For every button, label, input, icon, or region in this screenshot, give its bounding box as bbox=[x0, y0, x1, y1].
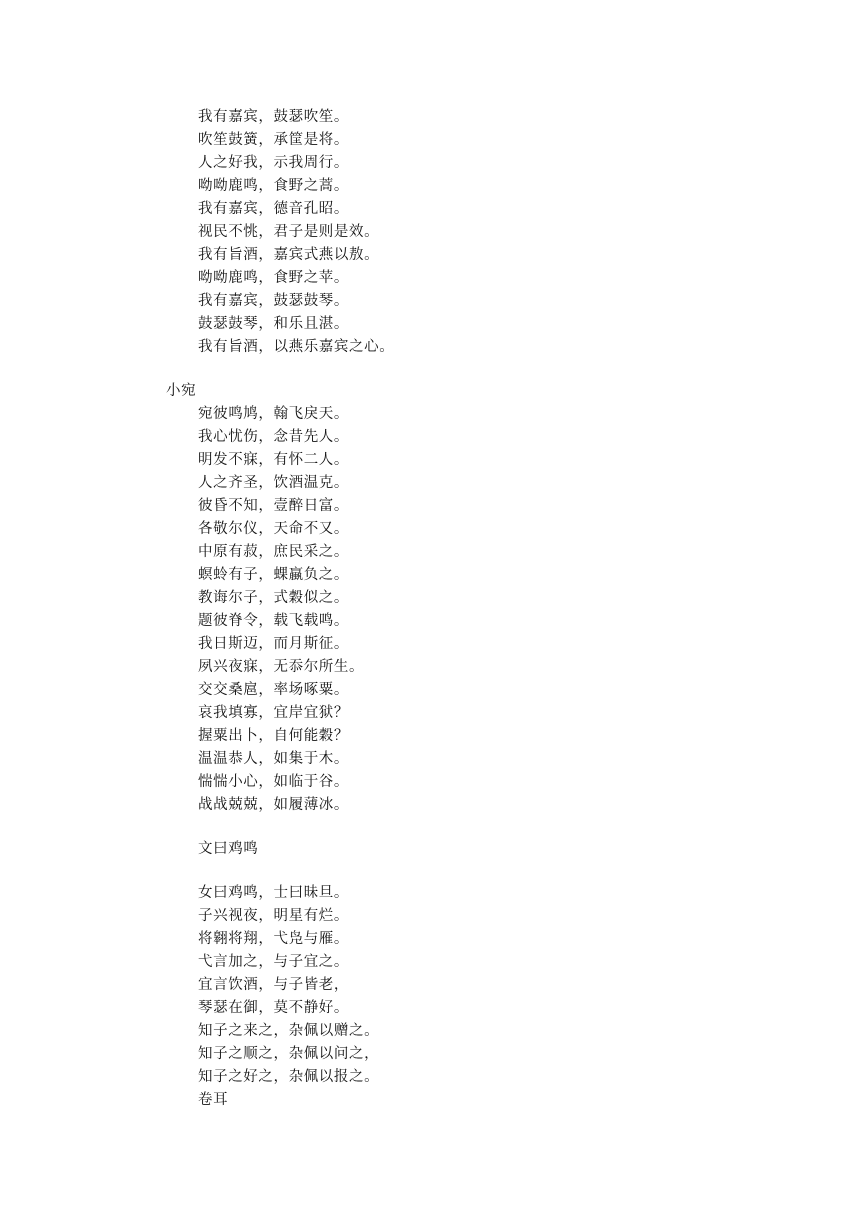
poem-title: 小宛 bbox=[166, 383, 197, 399]
poem-line: 我有旨酒，嘉宾式燕以敖。 bbox=[198, 247, 380, 263]
poem-line: 人之好我，示我周行。 bbox=[198, 155, 349, 171]
poem-line: 弋言加之，与子宜之。 bbox=[198, 954, 349, 970]
poem-line: 人之齐圣，饮酒温克。 bbox=[198, 475, 349, 491]
poem-line: 中原有菽，庶民采之。 bbox=[198, 544, 349, 560]
poem-line: 螟蛉有子，蜾蠃负之。 bbox=[198, 567, 349, 583]
poem-line: 温温恭人，如集于木。 bbox=[198, 751, 349, 767]
poem-line: 呦呦鹿鸣，食野之苹。 bbox=[198, 270, 349, 286]
poem-line: 我日斯迈，而月斯征。 bbox=[198, 636, 349, 652]
poem-line: 将翱将翔，弋凫与雁。 bbox=[198, 931, 349, 947]
poem-line: 彼昏不知，壹醉日富。 bbox=[198, 498, 349, 514]
poem-line: 交交桑扈，率场啄粟。 bbox=[198, 682, 349, 698]
poem-line: 惴惴小心，如临于谷。 bbox=[198, 774, 349, 790]
poem-line: 握粟出卜，自何能穀？ bbox=[198, 728, 349, 744]
poem-line: 哀我填寡，宜岸宜狱？ bbox=[198, 705, 349, 721]
poem-line: 各敬尔仪，天命不又。 bbox=[198, 521, 349, 537]
poem-line: 教诲尔子，式穀似之。 bbox=[198, 590, 349, 606]
poem-line: 吹笙鼓簧，承筐是将。 bbox=[198, 132, 349, 148]
poem-line: 知子之顺之，杂佩以问之， bbox=[198, 1046, 380, 1062]
poem-line: 子兴视夜，明星有烂。 bbox=[198, 908, 349, 924]
poem-line: 宜言饮酒，与子皆老， bbox=[198, 977, 349, 993]
poem-title: 卷耳 bbox=[198, 1092, 229, 1108]
poem-line: 鼓瑟鼓琴，和乐且湛。 bbox=[198, 316, 349, 332]
poem-line: 夙兴夜寐，无忝尔所生。 bbox=[198, 659, 365, 675]
poem-line: 我有嘉宾，鼓瑟吹笙。 bbox=[198, 109, 349, 125]
poem-line: 呦呦鹿鸣，食野之蒿。 bbox=[198, 178, 349, 194]
poem-line: 知子之好之，杂佩以报之。 bbox=[198, 1069, 380, 1085]
poem-line: 我心忧伤，念昔先人。 bbox=[198, 429, 349, 445]
poem-line: 我有嘉宾，鼓瑟鼓琴。 bbox=[198, 293, 349, 309]
poem-line: 视民不恌，君子是则是效。 bbox=[198, 224, 380, 240]
poem-line: 明发不寐，有怀二人。 bbox=[198, 452, 349, 468]
poem-line: 题彼脊令，载飞载鸣。 bbox=[198, 613, 349, 629]
poem-line: 琴瑟在御，莫不静好。 bbox=[198, 1000, 349, 1016]
poem-line: 我有嘉宾，德音孔昭。 bbox=[198, 201, 349, 217]
poem-line: 我有旨酒，以燕乐嘉宾之心。 bbox=[198, 339, 395, 355]
poem-title: 文曰鸡鸣 bbox=[198, 841, 259, 857]
poem-line: 战战兢兢，如履薄冰。 bbox=[198, 797, 349, 813]
poem-line: 女曰鸡鸣，士曰昧旦。 bbox=[198, 885, 349, 901]
poem-line: 知子之来之，杂佩以赠之。 bbox=[198, 1023, 380, 1039]
poem-line: 宛彼鸣鸠，翰飞戾天。 bbox=[198, 406, 349, 422]
